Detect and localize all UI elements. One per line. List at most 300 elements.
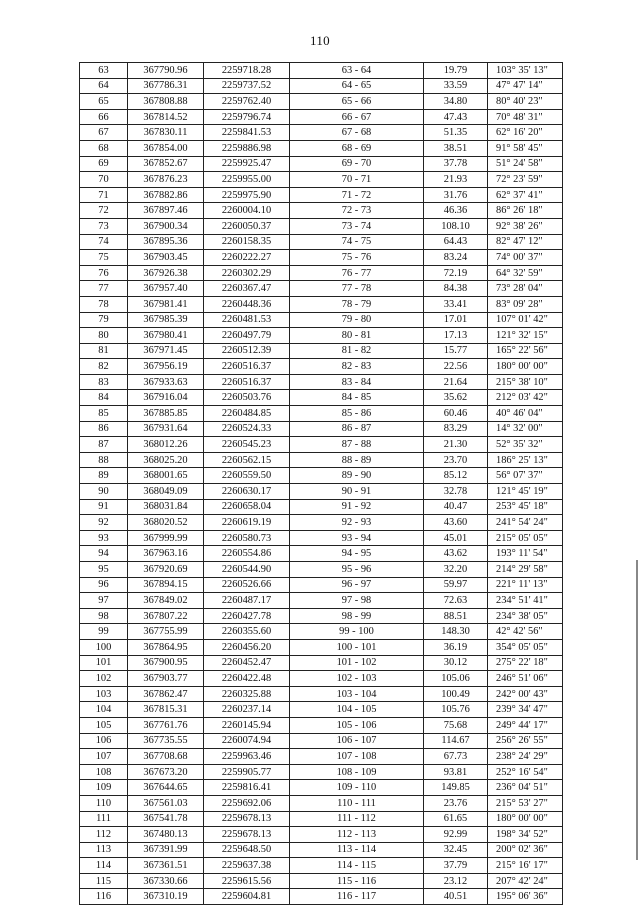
y-coordinate-cell: 2260497.79 xyxy=(204,328,290,344)
length-cell: 72.19 xyxy=(424,265,488,281)
x-coordinate-cell: 367808.88 xyxy=(128,94,204,110)
x-coordinate-cell: 368049.09 xyxy=(128,484,204,500)
length-cell: 59.97 xyxy=(424,577,488,593)
segment-cell: 87 - 88 xyxy=(290,437,424,453)
length-cell: 23.12 xyxy=(424,873,488,889)
y-coordinate-cell: 2259955.00 xyxy=(204,172,290,188)
point-number-cell: 93 xyxy=(80,530,128,546)
bearing-cell: 193° 11' 54" xyxy=(488,546,563,562)
table-row xyxy=(80,452,563,468)
length-cell: 36.19 xyxy=(424,639,488,655)
x-coordinate-cell: 367980.41 xyxy=(128,328,204,344)
length-cell: 93.81 xyxy=(424,764,488,780)
length-cell: 105.06 xyxy=(424,671,488,687)
x-coordinate-cell: 367957.40 xyxy=(128,281,204,297)
x-coordinate-cell: 367852.67 xyxy=(128,156,204,172)
table-row xyxy=(80,842,563,858)
y-coordinate-cell: 2259796.74 xyxy=(204,109,290,125)
length-cell: 67.73 xyxy=(424,749,488,765)
table-row xyxy=(80,390,563,406)
y-coordinate-cell: 2259963.46 xyxy=(204,749,290,765)
table-row xyxy=(80,109,563,125)
table-row xyxy=(80,359,563,375)
table-row xyxy=(80,78,563,94)
table-row xyxy=(80,187,563,203)
length-cell: 22.56 xyxy=(424,359,488,375)
table-row xyxy=(80,125,563,141)
y-coordinate-cell: 2260456.20 xyxy=(204,639,290,655)
segment-cell: 105 - 106 xyxy=(290,717,424,733)
segment-cell: 96 - 97 xyxy=(290,577,424,593)
bearing-cell: 198° 34' 52" xyxy=(488,827,563,843)
bearing-cell: 221° 11' 13" xyxy=(488,577,563,593)
segment-cell: 99 - 100 xyxy=(290,624,424,640)
length-cell: 19.79 xyxy=(424,63,488,79)
segment-cell: 66 - 67 xyxy=(290,109,424,125)
point-number-cell: 102 xyxy=(80,671,128,687)
x-coordinate-cell: 367981.41 xyxy=(128,296,204,312)
point-number-cell: 107 xyxy=(80,749,128,765)
point-number-cell: 75 xyxy=(80,250,128,266)
x-coordinate-cell: 367391.99 xyxy=(128,842,204,858)
length-cell: 34.80 xyxy=(424,94,488,110)
point-number-cell: 87 xyxy=(80,437,128,453)
table-row xyxy=(80,795,563,811)
table-row xyxy=(80,530,563,546)
x-coordinate-cell: 367903.77 xyxy=(128,671,204,687)
bearing-cell: 212° 03' 42" xyxy=(488,390,563,406)
y-coordinate-cell: 2260544.90 xyxy=(204,562,290,578)
x-coordinate-cell: 367790.96 xyxy=(128,63,204,79)
segment-cell: 112 - 113 xyxy=(290,827,424,843)
table-row xyxy=(80,858,563,874)
length-cell: 37.79 xyxy=(424,858,488,874)
point-number-cell: 116 xyxy=(80,889,128,905)
x-coordinate-cell: 367900.95 xyxy=(128,655,204,671)
point-number-cell: 103 xyxy=(80,686,128,702)
x-coordinate-cell: 367814.52 xyxy=(128,109,204,125)
segment-cell: 110 - 111 xyxy=(290,795,424,811)
y-coordinate-cell: 2260658.04 xyxy=(204,499,290,515)
point-number-cell: 63 xyxy=(80,63,128,79)
table-row xyxy=(80,218,563,234)
length-cell: 114.67 xyxy=(424,733,488,749)
bearing-cell: 62° 37' 41" xyxy=(488,187,563,203)
table-row xyxy=(80,437,563,453)
bearing-cell: 186° 25' 13" xyxy=(488,452,563,468)
length-cell: 21.93 xyxy=(424,172,488,188)
y-coordinate-cell: 2260302.29 xyxy=(204,265,290,281)
bearing-cell: 14° 32' 00" xyxy=(488,421,563,437)
point-number-cell: 101 xyxy=(80,655,128,671)
segment-cell: 73 - 74 xyxy=(290,218,424,234)
y-coordinate-cell: 2260526.66 xyxy=(204,577,290,593)
length-cell: 108.10 xyxy=(424,218,488,234)
point-number-cell: 90 xyxy=(80,484,128,500)
table-row xyxy=(80,156,563,172)
point-number-cell: 67 xyxy=(80,125,128,141)
y-coordinate-cell: 2260524.33 xyxy=(204,421,290,437)
y-coordinate-cell: 2260074.94 xyxy=(204,733,290,749)
table-row xyxy=(80,655,563,671)
point-number-cell: 104 xyxy=(80,702,128,718)
table-row xyxy=(80,717,563,733)
x-coordinate-cell: 368020.52 xyxy=(128,515,204,531)
table-row xyxy=(80,406,563,422)
segment-cell: 111 - 112 xyxy=(290,811,424,827)
segment-cell: 113 - 114 xyxy=(290,842,424,858)
bearing-cell: 56° 07' 37" xyxy=(488,468,563,484)
segment-cell: 115 - 116 xyxy=(290,873,424,889)
x-coordinate-cell: 367644.65 xyxy=(128,780,204,796)
segment-cell: 109 - 110 xyxy=(290,780,424,796)
length-cell: 17.13 xyxy=(424,328,488,344)
y-coordinate-cell: 2259615.56 xyxy=(204,873,290,889)
y-coordinate-cell: 2260145.94 xyxy=(204,717,290,733)
segment-cell: 81 - 82 xyxy=(290,343,424,359)
segment-cell: 63 - 64 xyxy=(290,63,424,79)
x-coordinate-cell: 367361.51 xyxy=(128,858,204,874)
point-number-cell: 106 xyxy=(80,733,128,749)
table-row xyxy=(80,733,563,749)
point-number-cell: 74 xyxy=(80,234,128,250)
y-coordinate-cell: 2259816.41 xyxy=(204,780,290,796)
bearing-cell: 92° 38' 26" xyxy=(488,218,563,234)
point-number-cell: 94 xyxy=(80,546,128,562)
y-coordinate-cell: 2260484.85 xyxy=(204,406,290,422)
y-coordinate-cell: 2260512.39 xyxy=(204,343,290,359)
table-row xyxy=(80,172,563,188)
x-coordinate-cell: 368025.20 xyxy=(128,452,204,468)
bearing-cell: 40° 46' 04" xyxy=(488,406,563,422)
y-coordinate-cell: 2260448.36 xyxy=(204,296,290,312)
length-cell: 31.76 xyxy=(424,187,488,203)
x-coordinate-cell: 367708.68 xyxy=(128,749,204,765)
y-coordinate-cell: 2260355.60 xyxy=(204,624,290,640)
segment-cell: 89 - 90 xyxy=(290,468,424,484)
x-coordinate-cell: 367561.03 xyxy=(128,795,204,811)
y-coordinate-cell: 2259604.81 xyxy=(204,889,290,905)
point-number-cell: 78 xyxy=(80,296,128,312)
x-coordinate-cell: 367673.20 xyxy=(128,764,204,780)
segment-cell: 107 - 108 xyxy=(290,749,424,765)
bearing-cell: 236° 04' 51" xyxy=(488,780,563,796)
x-coordinate-cell: 368031.84 xyxy=(128,499,204,515)
segment-cell: 65 - 66 xyxy=(290,94,424,110)
bearing-cell: 42° 42' 56" xyxy=(488,624,563,640)
segment-cell: 95 - 96 xyxy=(290,562,424,578)
x-coordinate-cell: 367807.22 xyxy=(128,608,204,624)
bearing-cell: 215° 38' 10" xyxy=(488,374,563,390)
y-coordinate-cell: 2260481.53 xyxy=(204,312,290,328)
segment-cell: 80 - 81 xyxy=(290,328,424,344)
table-row xyxy=(80,811,563,827)
length-cell: 83.24 xyxy=(424,250,488,266)
bearing-cell: 83° 09' 28" xyxy=(488,296,563,312)
y-coordinate-cell: 2259762.40 xyxy=(204,94,290,110)
table-row xyxy=(80,608,563,624)
point-number-cell: 98 xyxy=(80,608,128,624)
y-coordinate-cell: 2260050.37 xyxy=(204,218,290,234)
bearing-cell: 91° 58' 45" xyxy=(488,140,563,156)
segment-cell: 104 - 105 xyxy=(290,702,424,718)
length-cell: 72.63 xyxy=(424,593,488,609)
segment-cell: 69 - 70 xyxy=(290,156,424,172)
length-cell: 45.01 xyxy=(424,530,488,546)
x-coordinate-cell: 367735.55 xyxy=(128,733,204,749)
y-coordinate-cell: 2259886.98 xyxy=(204,140,290,156)
bearing-cell: 47° 47' 14" xyxy=(488,78,563,94)
length-cell: 23.70 xyxy=(424,452,488,468)
table-row xyxy=(80,577,563,593)
bearing-cell: 82° 47' 12" xyxy=(488,234,563,250)
y-coordinate-cell: 2260237.14 xyxy=(204,702,290,718)
length-cell: 15.77 xyxy=(424,343,488,359)
y-coordinate-cell: 2260516.37 xyxy=(204,359,290,375)
y-coordinate-cell: 2260516.37 xyxy=(204,374,290,390)
y-coordinate-cell: 2260619.19 xyxy=(204,515,290,531)
point-number-cell: 70 xyxy=(80,172,128,188)
bearing-cell: 165° 22' 56" xyxy=(488,343,563,359)
y-coordinate-cell: 2260580.73 xyxy=(204,530,290,546)
segment-cell: 84 - 85 xyxy=(290,390,424,406)
table-row xyxy=(80,764,563,780)
length-cell: 32.20 xyxy=(424,562,488,578)
length-cell: 40.51 xyxy=(424,889,488,905)
length-cell: 51.35 xyxy=(424,125,488,141)
y-coordinate-cell: 2259678.13 xyxy=(204,811,290,827)
segment-cell: 82 - 83 xyxy=(290,359,424,375)
bearing-cell: 80° 40' 23" xyxy=(488,94,563,110)
table-row xyxy=(80,234,563,250)
length-cell: 148.30 xyxy=(424,624,488,640)
segment-cell: 75 - 76 xyxy=(290,250,424,266)
point-number-cell: 68 xyxy=(80,140,128,156)
point-number-cell: 71 xyxy=(80,187,128,203)
x-coordinate-cell: 367895.36 xyxy=(128,234,204,250)
segment-cell: 94 - 95 xyxy=(290,546,424,562)
point-number-cell: 65 xyxy=(80,94,128,110)
table-row xyxy=(80,639,563,655)
x-coordinate-cell: 367815.31 xyxy=(128,702,204,718)
bearing-cell: 72° 23' 59" xyxy=(488,172,563,188)
table-row xyxy=(80,140,563,156)
length-cell: 84.38 xyxy=(424,281,488,297)
segment-cell: 92 - 93 xyxy=(290,515,424,531)
table-row xyxy=(80,515,563,531)
segment-cell: 101 - 102 xyxy=(290,655,424,671)
table-row xyxy=(80,94,563,110)
y-coordinate-cell: 2260545.23 xyxy=(204,437,290,453)
table-row xyxy=(80,421,563,437)
point-number-cell: 77 xyxy=(80,281,128,297)
x-coordinate-cell: 367830.11 xyxy=(128,125,204,141)
bearing-cell: 64° 32' 59" xyxy=(488,265,563,281)
table-row xyxy=(80,499,563,515)
bearing-cell: 215° 16' 17" xyxy=(488,858,563,874)
x-coordinate-cell: 367310.19 xyxy=(128,889,204,905)
segment-cell: 100 - 101 xyxy=(290,639,424,655)
segment-cell: 64 - 65 xyxy=(290,78,424,94)
segment-cell: 116 - 117 xyxy=(290,889,424,905)
point-number-cell: 72 xyxy=(80,203,128,219)
length-cell: 43.62 xyxy=(424,546,488,562)
point-number-cell: 66 xyxy=(80,109,128,125)
length-cell: 47.43 xyxy=(424,109,488,125)
table-row xyxy=(80,265,563,281)
x-coordinate-cell: 367931.64 xyxy=(128,421,204,437)
y-coordinate-cell: 2260325.88 xyxy=(204,686,290,702)
table-row xyxy=(80,671,563,687)
length-cell: 43.60 xyxy=(424,515,488,531)
segment-cell: 98 - 99 xyxy=(290,608,424,624)
x-coordinate-cell: 367761.76 xyxy=(128,717,204,733)
segment-cell: 90 - 91 xyxy=(290,484,424,500)
x-coordinate-cell: 367920.69 xyxy=(128,562,204,578)
y-coordinate-cell: 2259905.77 xyxy=(204,764,290,780)
table-row xyxy=(80,702,563,718)
x-coordinate-cell: 367876.23 xyxy=(128,172,204,188)
bearing-cell: 107° 01' 42" xyxy=(488,312,563,328)
table-row xyxy=(80,686,563,702)
x-coordinate-cell: 367926.38 xyxy=(128,265,204,281)
point-number-cell: 112 xyxy=(80,827,128,843)
segment-cell: 67 - 68 xyxy=(290,125,424,141)
point-number-cell: 76 xyxy=(80,265,128,281)
bearing-cell: 215° 05' 05" xyxy=(488,530,563,546)
bearing-cell: 249° 44' 17" xyxy=(488,717,563,733)
point-number-cell: 73 xyxy=(80,218,128,234)
segment-cell: 77 - 78 xyxy=(290,281,424,297)
bearing-cell: 207° 42' 24" xyxy=(488,873,563,889)
x-coordinate-cell: 367480.13 xyxy=(128,827,204,843)
table-row xyxy=(80,374,563,390)
table-row xyxy=(80,546,563,562)
y-coordinate-cell: 2260367.47 xyxy=(204,281,290,297)
table-row xyxy=(80,312,563,328)
y-coordinate-cell: 2260554.86 xyxy=(204,546,290,562)
segment-cell: 74 - 75 xyxy=(290,234,424,250)
bearing-cell: 121° 45' 19" xyxy=(488,484,563,500)
table-row xyxy=(80,328,563,344)
point-number-cell: 83 xyxy=(80,374,128,390)
x-coordinate-cell: 367900.34 xyxy=(128,218,204,234)
y-coordinate-cell: 2260158.35 xyxy=(204,234,290,250)
table-row xyxy=(80,873,563,889)
length-cell: 37.78 xyxy=(424,156,488,172)
length-cell: 46.36 xyxy=(424,203,488,219)
bearing-cell: 246° 51' 06" xyxy=(488,671,563,687)
y-coordinate-cell: 2259841.53 xyxy=(204,125,290,141)
segment-cell: 76 - 77 xyxy=(290,265,424,281)
segment-cell: 70 - 71 xyxy=(290,172,424,188)
x-coordinate-cell: 367956.19 xyxy=(128,359,204,375)
x-coordinate-cell: 368001.65 xyxy=(128,468,204,484)
segment-cell: 72 - 73 xyxy=(290,203,424,219)
point-number-cell: 99 xyxy=(80,624,128,640)
table-row xyxy=(80,468,563,484)
table-row xyxy=(80,281,563,297)
y-coordinate-cell: 2260222.27 xyxy=(204,250,290,266)
bearing-cell: 52° 35' 32" xyxy=(488,437,563,453)
point-number-cell: 82 xyxy=(80,359,128,375)
x-coordinate-cell: 367963.16 xyxy=(128,546,204,562)
length-cell: 40.47 xyxy=(424,499,488,515)
bearing-cell: 70° 48' 31" xyxy=(488,109,563,125)
point-number-cell: 86 xyxy=(80,421,128,437)
y-coordinate-cell: 2260559.50 xyxy=(204,468,290,484)
x-coordinate-cell: 367933.63 xyxy=(128,374,204,390)
point-number-cell: 96 xyxy=(80,577,128,593)
point-number-cell: 89 xyxy=(80,468,128,484)
bearing-cell: 103° 35' 13" xyxy=(488,63,563,79)
segment-cell: 103 - 104 xyxy=(290,686,424,702)
bearing-cell: 73° 28' 04" xyxy=(488,281,563,297)
table-row xyxy=(80,484,563,500)
table-row xyxy=(80,203,563,219)
x-coordinate-cell: 367999.99 xyxy=(128,530,204,546)
x-coordinate-cell: 367903.45 xyxy=(128,250,204,266)
x-coordinate-cell: 367882.86 xyxy=(128,187,204,203)
length-cell: 75.68 xyxy=(424,717,488,733)
table-row xyxy=(80,827,563,843)
bearing-cell: 275° 22' 18" xyxy=(488,655,563,671)
x-coordinate-cell: 367854.00 xyxy=(128,140,204,156)
point-number-cell: 91 xyxy=(80,499,128,515)
bearing-cell: 62° 16' 20" xyxy=(488,125,563,141)
segment-cell: 108 - 109 xyxy=(290,764,424,780)
point-number-cell: 64 xyxy=(80,78,128,94)
length-cell: 21.64 xyxy=(424,374,488,390)
table-row xyxy=(80,63,563,79)
bearing-cell: 238° 24' 29" xyxy=(488,749,563,765)
point-number-cell: 88 xyxy=(80,452,128,468)
bearing-cell: 234° 51' 41" xyxy=(488,593,563,609)
bearing-cell: 214° 29' 58" xyxy=(488,562,563,578)
length-cell: 23.76 xyxy=(424,795,488,811)
point-number-cell: 80 xyxy=(80,328,128,344)
x-coordinate-cell: 368012.26 xyxy=(128,437,204,453)
segment-cell: 114 - 115 xyxy=(290,858,424,874)
table-row xyxy=(80,593,563,609)
y-coordinate-cell: 2259925.47 xyxy=(204,156,290,172)
table-row xyxy=(80,624,563,640)
length-cell: 38.51 xyxy=(424,140,488,156)
x-coordinate-cell: 367330.66 xyxy=(128,873,204,889)
bearing-cell: 195° 06' 36" xyxy=(488,889,563,905)
table-row xyxy=(80,749,563,765)
point-number-cell: 85 xyxy=(80,406,128,422)
point-number-cell: 105 xyxy=(80,717,128,733)
bearing-cell: 239° 34' 47" xyxy=(488,702,563,718)
length-cell: 88.51 xyxy=(424,608,488,624)
length-cell: 100.49 xyxy=(424,686,488,702)
bearing-cell: 86° 26' 18" xyxy=(488,203,563,219)
segment-cell: 97 - 98 xyxy=(290,593,424,609)
segment-cell: 85 - 86 xyxy=(290,406,424,422)
y-coordinate-cell: 2259648.50 xyxy=(204,842,290,858)
y-coordinate-cell: 2260427.78 xyxy=(204,608,290,624)
y-coordinate-cell: 2259692.06 xyxy=(204,795,290,811)
segment-cell: 68 - 69 xyxy=(290,140,424,156)
segment-cell: 83 - 84 xyxy=(290,374,424,390)
scan-edge-mark xyxy=(636,560,638,860)
x-coordinate-cell: 367862.47 xyxy=(128,686,204,702)
y-coordinate-cell: 2260562.15 xyxy=(204,452,290,468)
length-cell: 149.85 xyxy=(424,780,488,796)
point-number-cell: 92 xyxy=(80,515,128,531)
y-coordinate-cell: 2260422.48 xyxy=(204,671,290,687)
